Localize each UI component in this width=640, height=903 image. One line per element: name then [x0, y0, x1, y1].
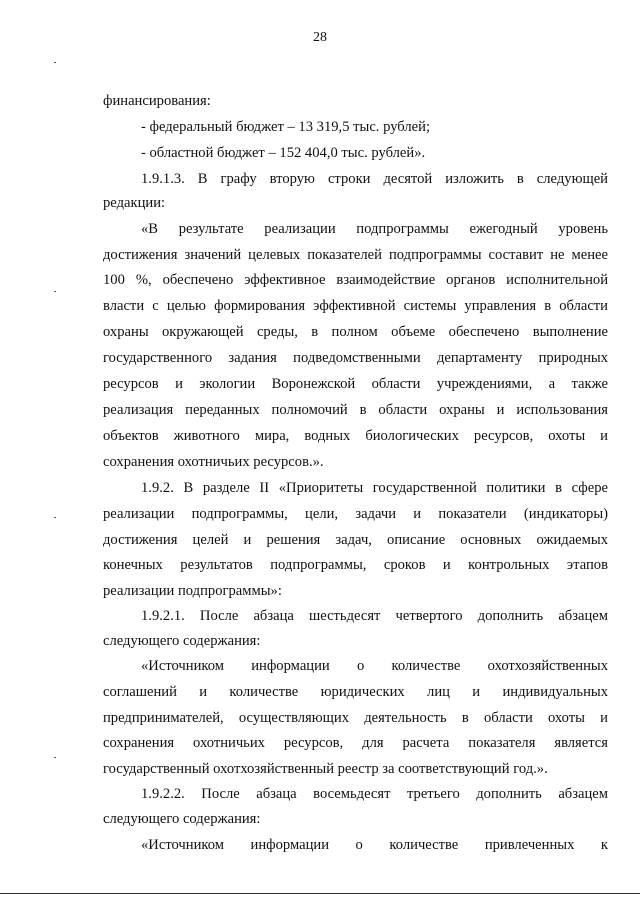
text-line: достижения значений целевых показателей подпрограммы составит не менее	[103, 247, 608, 263]
text-line: сохранения охотничьих ресурсов.».	[103, 454, 324, 470]
text-line: власти с целью формирования эффективной системы управления в области	[103, 298, 608, 314]
text-line: «Источником информации о количестве охотхозяйственных	[141, 658, 608, 674]
bottom-rule	[0, 893, 640, 894]
text-line: достижения целей и решения задач, описание основных ожидаемых	[103, 532, 608, 548]
margin-mark	[54, 517, 56, 518]
page-number: 28	[313, 30, 327, 45]
text-line: государственного задания подведомственными департаменту природных	[103, 350, 608, 366]
text-line: реализации подпрограммы»:	[103, 583, 282, 599]
text-line: конечных результатов подпрограммы, сроков и контрольных этапов	[103, 557, 608, 573]
text-line: - областной бюджет – 152 404,0 тыс. рублей».	[141, 145, 426, 161]
text-line: следующего содержания:	[103, 811, 261, 827]
text-line: «В результате реализации подпрограммы ежегодный уровень	[141, 221, 608, 237]
text-line: охраны окружающей среды, в полном объеме обеспечено выполнение	[103, 324, 608, 340]
text-line: реализации подпрограммы, цели, задачи и показатели (индикаторы)	[103, 506, 608, 522]
text-line: следующего содержания:	[103, 633, 261, 649]
text-line: 1.9.1.3. В графу вторую строки десятой изложить в следующей	[141, 171, 608, 187]
text-line: соглашений и количестве юридических лиц и индивидуальных	[103, 684, 608, 700]
text-line: «Источником информации о количестве привлеченных к	[141, 837, 608, 853]
text-line: сохранения охотничьих ресурсов, для расчета показателя является	[103, 735, 608, 751]
text-line: финансирования:	[103, 93, 211, 109]
margin-mark	[54, 62, 56, 63]
text-line: предпринимателей, осуществляющих деятельность в области охоты и	[103, 710, 608, 726]
text-line: 100 %, обеспечено эффективное взаимодействие органов исполнительной	[103, 272, 608, 288]
text-line: - федеральный бюджет – 13 319,5 тыс. рублей;	[141, 119, 430, 135]
text-line: редакции:	[103, 195, 166, 211]
text-line: объектов животного мира, водных биологических ресурсов, охоты и	[103, 428, 608, 444]
margin-mark	[54, 291, 56, 292]
text-line: реализация переданных полномочий в области охраны и использования	[103, 402, 608, 418]
margin-mark	[54, 757, 56, 758]
text-line: государственный охотхозяйственный реестр за соответствующий год.».	[103, 761, 548, 777]
text-line: 1.9.2.1. После абзаца шестьдесят четвертого дополнить абзацем	[141, 608, 608, 624]
text-line: 1.9.2. В разделе II «Приоритеты государственной политики в сфере	[141, 480, 608, 496]
text-line: 1.9.2.2. После абзаца восемьдесят третьего дополнить абзацем	[141, 786, 608, 802]
text-line: ресурсов и экологии Воронежской области учреждениями, а также	[103, 376, 608, 392]
